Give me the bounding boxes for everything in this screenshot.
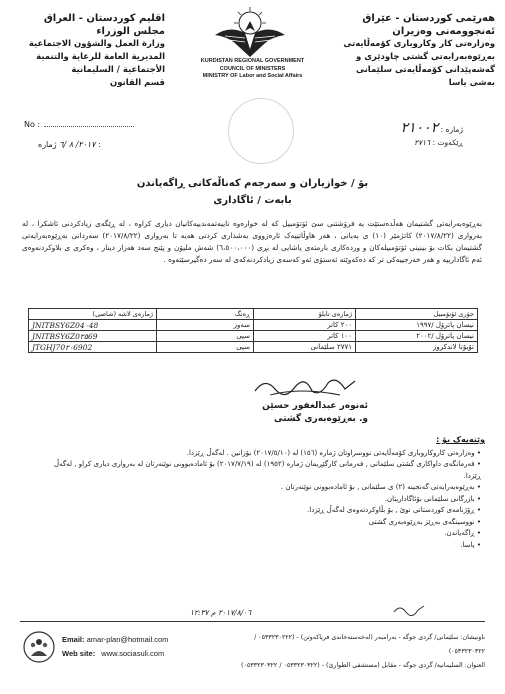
table-cell: سەوز [157,320,254,331]
subject-block [60,175,445,209]
krg-english-title [170,58,335,81]
email-label: Email: [62,635,85,644]
copy-item: • بەڕێوەبەرایەتی گەنجینە (٢) ی سلێمانی , بۆ ئامادەبوونی نوێنەرتان . [45,482,481,494]
subject-topic: بابەت / ئاگاداری [213,195,292,206]
final-date: ٢٠١٧/٨/٠٦ م ١٢:٣٧ [190,608,252,617]
date-value: ٢٧١٦ [414,138,431,147]
table-cell: ١٠٠ کاتر [254,331,356,342]
table-cell: نیسان پاترۆل /١٩٩٧ [356,320,478,331]
copy-item: • ڕاگەیاندن. [45,528,481,540]
copy-item: • بازرگانی سلێمانی بۆئاگاداریتان. [45,494,481,506]
no-label: No : [24,120,41,129]
table-cell: تۆیۆتا لاندکروز [356,342,478,353]
ministry-logo-icon [22,630,56,664]
signatory-title: و. بەڕێوەبەری گشتی [273,414,368,424]
date-left-label: ژمارە : [38,140,101,149]
header-arabic-line: اقليم كوردستان - العراق [43,13,165,24]
vehicle-table [28,308,478,353]
signatory-name: ئەنوەر عبدالغفور حسێن [262,401,368,411]
header-kurdish-line: بەڕێوەبەرایەتی گشتی چاودێری و [355,52,495,62]
header-kurdish-line: ئەنجوومەنی وەزیران [392,26,495,37]
copy-item: • نووسینگەی بەڕێز بەڕێوەبەری گشتی [45,517,481,529]
copies-block [45,434,485,551]
date-left-value: ٢٠١٧/ ٨ /٦ [59,140,96,149]
header-arabic-line: وزارة العمل والشؤون الاجتماعية [28,39,165,49]
web-label: Web site: [62,649,96,658]
handwritten-signature [250,373,360,399]
no-dots [44,126,134,127]
address-arabic: العنوان: السليمانية/ گردی جوگە - مقابل (مستشفى الطوارئ) - (٠٥٣٣٢٣٠٣٢٢ / ٠٥٣٣٢٣٠٣٢٢) [241,662,485,669]
header-arabic-line: المديرية العامة للرعاية والتنمية [36,52,165,62]
table-cell: ٢٠٠ کاتر [254,320,356,331]
copies-title: وێنەیەک بۆ : [436,435,485,444]
table-row [29,342,478,353]
email-link[interactable]: amar-plan@hotmail.com [86,635,169,644]
date-label: ڕێکەوت : [432,138,463,147]
copy-item: • وەزارەتی کاروکاروباری کۆمەڵایەتی نووسراوتان ژمارە (١٥٦) لە (٢٠١٧/٥/١٠) بۆزانین . لەگەڵ ڕێزدا. [45,448,481,460]
table-header-row [29,309,478,320]
body-paragraph: بەڕێوەبەرایەتی گشتیمان هەڵدەستێت بە فرۆشتنی سێ ئۆتۆمبیل کە لە خوارەوە تایبەتمەندییەکانیان دیاری کراوە ، لە ڕێگەی زیادکردنی ئاشکرا ، لە بەرواری (٢٠١٧/٨/٢٢) کاتژمێر (١٠) ی بەیانی ، هەر هاوڵاتییەک ئارەزووی بەشداری کردنی هەیە تا بەرواری (٢٠١٧/٨/٢٢) سەردانی بەڕێوەبەرایەتی گشتیمان بکات بۆ بینینی ئۆتۆمبیلەکان و وردەکاری بارمتەی پاشایی لە بڕی (٦،٥٠٠،٠٠٠) شەش ملیۆن و پێنج سەد هەزار دینار ، وەکری ی بلاوکردنەوەی ئەم ئاگادارییە و هەر خەرجییەکی تر کە دەکەوێتە ئەستۆی ئەو کەسەی زیادکردنەکەی لە سەر دەگیرسێتەوە . [22,219,482,264]
krg-emblem-icon [205,5,295,60]
header-arabic-line: قسم القانون [109,78,165,88]
header-kurdish-line: وەزارەتی کار وکاروباری کۆمەڵایەتی [343,39,495,49]
english-line: KURDISTAN REGIONAL GOVERNMENT [200,58,305,64]
number-value: ٢١٠٠٢ [400,120,439,136]
table-row [29,331,478,342]
footer-contact [62,633,168,661]
table-header: جۆری ئۆتۆمبیل [356,309,478,320]
header-arabic-line: مجلس الوزراء [96,26,165,37]
table-header: ژمارەی لاشە (شاصی) [29,309,157,320]
english-line: COUNCIL OF MINISTERS [219,65,286,72]
reference-right [401,122,463,149]
copy-item: • ڕۆژنامەی کوردستانی نوێ , بۆ بڵاوکردنەوەی لەگەڵ ڕێزدا. [45,505,481,517]
english-line: MINISTRY OF Labor and Social Affairs [202,73,303,79]
header-kurdish [325,12,495,90]
header-arabic-line: الأجتماعية / السليمانية [71,65,165,75]
address-kurdish: ناونیشان: سلێمانی/ گردی جوگە - بەرامبەر (لەخەستەخانەی فریاکەوتن) - (٠٥٣٣٢٣٠٢٢٢ / ٠٥٣٣٢٣٠٣٢٢) [254,634,485,655]
copy-item: • یاسا. [45,540,481,552]
table-cell: JNITBSY6Z0۲۵69 [29,331,157,342]
table-cell: سپی [157,342,254,353]
table-row [29,320,478,331]
table-header: ڕەنگ [157,309,254,320]
header-kurdish-line: گەشەپێدانی کۆمەڵایەتی سلێمانی [356,65,495,75]
date-left [30,140,101,149]
website-link[interactable]: www.sociasuli.com [101,649,165,658]
copy-item: • فەرمانگەی داواکاری گشتی سلێمانی , فەرمانی کارگێڕیمان ژمارە (١٩٥٢) لە (٢٠١٧/٧/١٩) بۆ ئامادەبوونی نوێنەرتان لە بەرواری دیاری کراو , لەگەڵ ڕێزدا. [45,459,481,482]
table-cell: سپی [157,331,254,342]
no-line [24,120,134,129]
table-cell: ٢٧٧١ سلێمانی [254,342,356,353]
table-cell: JNITBSY6Z04۰48 [29,320,157,331]
table-header: ژمارەی تابلۆ [254,309,356,320]
signatory-block [238,400,368,426]
number-label: ژمارە : [440,125,463,134]
faint-stamp [228,98,294,164]
subject-to: بۆ / خوازیاران و سەرجەم کەناڵەکانی ڕاگەیاندن [136,178,369,189]
header-kurdish-line: هەرێمی کوردستان - عێراق [362,13,495,24]
header-kurdish-line: بەشی یاسا [448,78,495,88]
footer-address [220,631,485,673]
footer-divider [20,621,485,622]
initials-signature [392,602,426,616]
header-arabic [10,12,165,90]
table-cell: نیسان پاترۆل /٢٠٠٢ [356,331,478,342]
table-cell: JTGHJ70۲۰6902 [29,342,157,353]
